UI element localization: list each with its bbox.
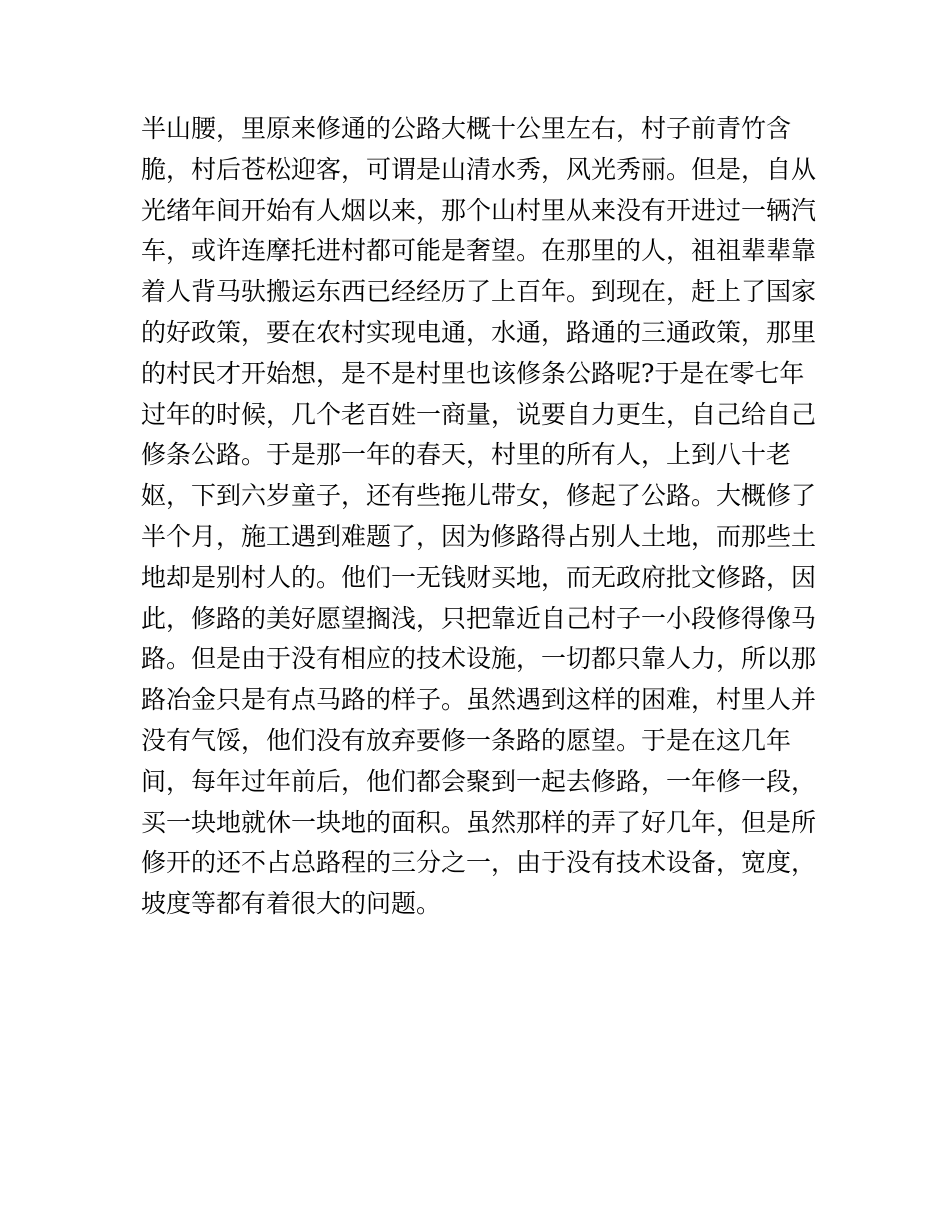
text-line: 此，修路的美好愿望搁浅，只把靠近自己村子一小段修得像马: [141, 603, 817, 633]
text-line: 地却是别村人的。他们一无钱财买地，而无政府批文修路，因: [141, 562, 817, 592]
text-line: 过年的时候，几个老百姓一商量，说要自力更生，自己给自己: [141, 399, 817, 429]
text-line: 车，或许连摩托进村都可能是奢望。在那里的人，祖祖辈辈靠: [141, 236, 817, 266]
text-line: 修条公路。于是那一年的春天，村里的所有人，上到八十老: [141, 440, 792, 470]
text-line: 半个月，施工遇到难题了，因为修路得占别人土地，而那些土: [141, 521, 817, 551]
text-line: 的好政策，要在农村实现电通，水通，路通的三通政策，那里: [141, 317, 817, 347]
text-line: 间，每年过年前后，他们都会聚到一起去修路，一年修一段，: [141, 766, 817, 796]
text-line: 光绪年间开始有人烟以来，那个山村里从来没有开进过一辆汽: [141, 195, 817, 225]
text-line: 着人背马驮搬运东西已经经历了上百年。到现在，赶上了国家: [141, 277, 817, 307]
text-line: 路冶金只是有点马路的样子。虽然遇到这样的困难，村里人并: [141, 685, 817, 715]
text-line: 坡度等都有着很大的问题。: [141, 889, 442, 919]
text-line: 妪，下到六岁童子，还有些拖儿带女，修起了公路。大概修了: [141, 481, 817, 511]
text-line: 脆，村后苍松迎客，可谓是山清水秀，风光秀丽。但是，自从: [141, 154, 817, 184]
text-line: 买一块地就休一块地的面积。虽然那样的弄了好几年，但是所: [141, 807, 817, 837]
body-paragraph: [141, 109, 821, 925]
text-line: 的村民才开始想，是不是村里也该修条公路呢?于是在零七年: [141, 358, 805, 388]
text-line: 半山腰，里原来修通的公路大概十公里左右，村子前青竹含: [141, 114, 792, 143]
text-line: 路。但是由于没有相应的技术设施，一切都只靠人力，所以那: [141, 644, 817, 674]
text-line: 没有气馁，他们没有放弃要修一条路的愿望。于是在这几年: [141, 725, 792, 755]
text-line: 修开的还不占总路程的三分之一，由于没有技术设备，宽度，: [141, 848, 817, 878]
